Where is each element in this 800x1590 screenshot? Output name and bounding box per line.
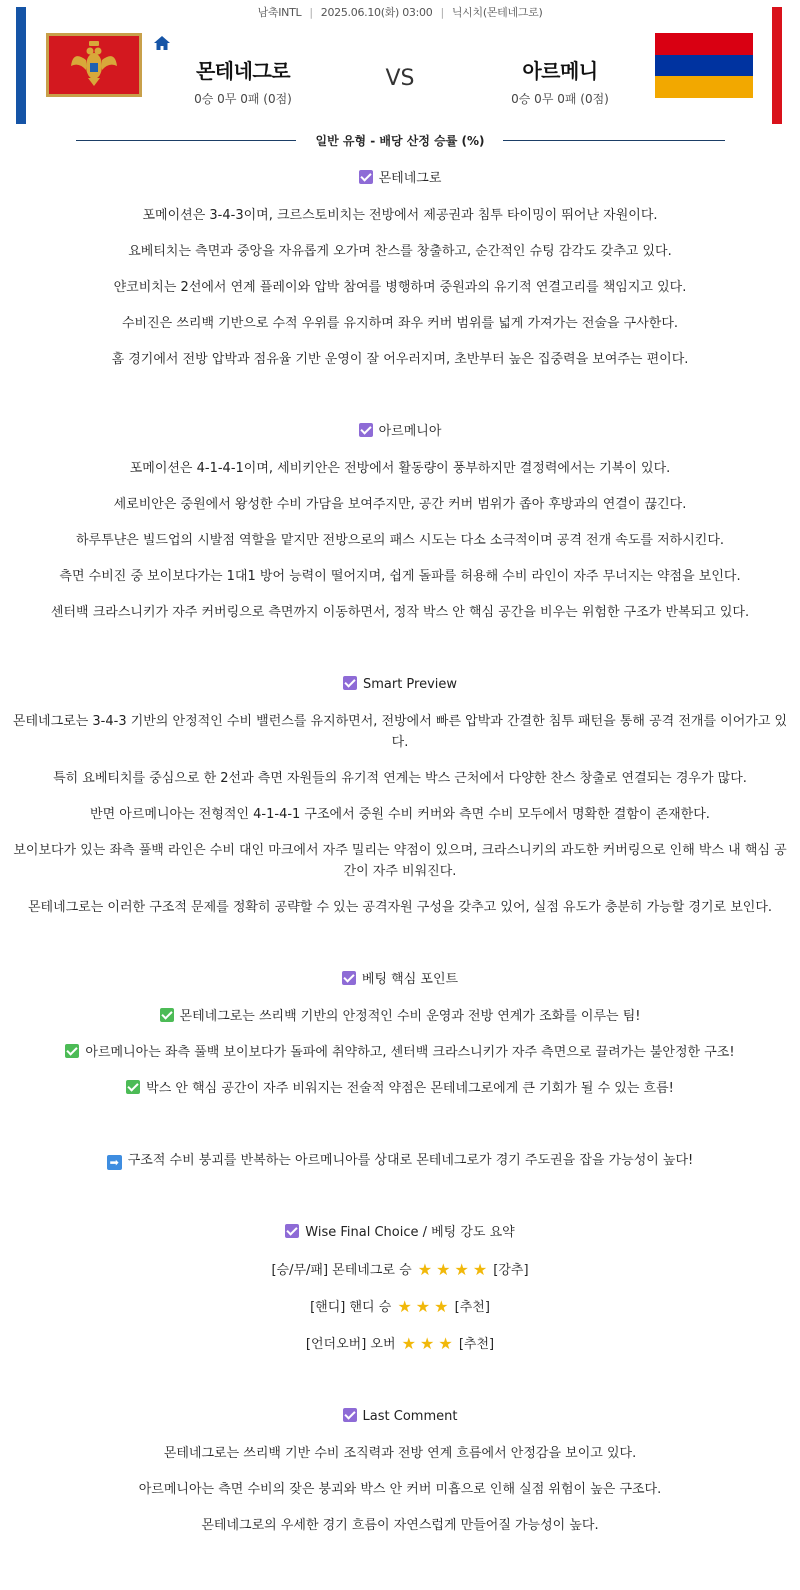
checkbox-icon <box>285 1224 299 1238</box>
pick-row <box>12 1296 788 1318</box>
comment-line: 아르메니아는 측면 수비의 잦은 붕괴와 박스 안 커버 미흡으로 인해 실점 위험이 높은 구조다. <box>138 1482 662 1497</box>
right-arrow-icon: ➡ <box>107 1155 122 1170</box>
section-key-points <box>0 969 800 1171</box>
analysis-line: 수비진은 쓰리백 기반으로 수적 우위를 유지하며 좌우 커버 범위를 넓게 가져가는 전술을 구사한다. <box>121 316 679 331</box>
section-title: 아르메니아 <box>0 421 800 443</box>
star-icon: ★ <box>434 1297 449 1316</box>
analysis-line: 얀코비치는 2선에서 연계 플레이와 압박 참여를 병행하며 중원과의 유기적 연결고리를 책임지고 있다. <box>113 280 687 295</box>
star-icon: ★ <box>397 1297 412 1316</box>
pick-row <box>12 1259 788 1281</box>
section-title: Last Comment <box>0 1406 800 1428</box>
analysis-content <box>0 168 800 1536</box>
pick-row <box>12 1333 788 1355</box>
checkbox-icon <box>343 1408 357 1422</box>
checkbox-icon <box>359 170 373 184</box>
star-icon: ★ <box>438 1334 453 1353</box>
away-team <box>460 55 660 107</box>
flag-stripe-red <box>655 33 753 55</box>
analysis-line: 세로비안은 중원에서 왕성한 수비 가담을 보여주지만, 공간 커버 범위가 좁아 후방과의 연결이 끊긴다. <box>113 497 687 512</box>
analysis-line: 요베티치는 측면과 중앙을 자유롭게 오가며 찬스를 창출하고, 순간적인 슈팅 감각도 갖추고 있다. <box>128 244 672 259</box>
armenia-flag-icon <box>655 33 753 98</box>
section-armenia <box>0 421 800 623</box>
home-team <box>143 55 343 107</box>
match-datetime: 2025.06.10(화) 03:00 <box>320 6 433 19</box>
match-meta: 남축INTL | 2025.06.10(화) 03:00 | 닉시치(몬테네그로) <box>257 6 543 19</box>
section-final-choice <box>0 1222 800 1355</box>
league-label: 남축INTL <box>257 6 302 19</box>
away-team-record: 0승 0무 0패 (0점) <box>511 92 609 106</box>
checkbox-icon <box>343 676 357 690</box>
key-conclusion: ➡ 구조적 수비 붕괴를 반복하는 아르메니아를 상대로 몬테네그로가 경기 주도권을 잡을 가능성이 높다! <box>12 1150 788 1171</box>
star-icon: ★ <box>472 1260 488 1279</box>
key-point: 몬테네그로는 쓰리백 기반의 안정적인 수비 운영과 전방 연계가 조화를 이루는 팀! <box>12 1006 788 1027</box>
home-accent-bar <box>16 7 26 124</box>
analysis-line: 홈 경기에서 전방 압박과 점유율 기반 운영이 잘 어우러지며, 초반부터 높은 집중력을 보여주는 편이다. <box>111 352 689 367</box>
star-icon: ★ <box>454 1260 469 1279</box>
away-accent-bar <box>772 7 782 124</box>
preview-line: 특히 요베티치를 중심으로 한 2선과 측면 자원들의 유기적 연계는 박스 근처에서 다양한 찬스 창출로 연결되는 경우가 많다. <box>53 771 747 786</box>
pick-tag: [추천] <box>458 1337 495 1352</box>
away-team-name: 아르메니 <box>522 59 598 83</box>
divider-right <box>503 140 725 141</box>
pick-tag: [강추] <box>493 1263 529 1278</box>
vs-label: VS <box>385 66 415 91</box>
pick-label: [승/무/패] 몬테네그로 승 <box>271 1263 412 1278</box>
star-icon: ★ <box>415 1297 431 1316</box>
pick-tag: [추천] <box>454 1300 490 1315</box>
flag-stripe-orange <box>655 76 753 98</box>
checkbox-icon <box>342 971 356 985</box>
analysis-line: 하루투냔은 빌드업의 시발점 역할을 맡지만 전방으로의 패스 시도는 다소 소극적이며 공격 전개 속도를 저하시킨다. <box>75 533 725 548</box>
green-check-icon <box>160 1008 174 1022</box>
analysis-line: 포메이션은 4-1-4-1이며, 세비키안은 전방에서 활동량이 풍부하지만 결정력에서는 기복이 있다. <box>129 461 671 476</box>
star-icon: ★ <box>417 1260 433 1279</box>
green-check-icon <box>65 1044 79 1058</box>
preview-line: 몬테네그로는 이러한 구조적 문제를 정확히 공략할 수 있는 공격자원 구성을 갖추고 있어, 실점 유도가 충분히 가능할 경기로 보인다. <box>27 900 773 915</box>
star-icon: ★ <box>420 1334 435 1353</box>
flag-stripe-blue <box>655 55 753 77</box>
section-title: Smart Preview <box>0 674 800 696</box>
section-title: 몬테네그로 <box>0 168 800 190</box>
section-smart-preview <box>0 674 800 918</box>
analysis-line: 포메이션은 3-4-3이며, 크르스토비치는 전방에서 제공권과 침투 타이밍이 뛰어난 자원이다. <box>142 208 658 223</box>
preview-line: 반면 아르메니아는 전형적인 4-1-4-1 구조에서 중원 수비 커버와 측면 수비 모두에서 명확한 결함이 존재한다. <box>90 807 710 822</box>
key-point: 박스 안 핵심 공간이 자주 비워지는 전술적 약점은 몬테네그로에게 큰 기회가 될 수 있는 흐름! <box>12 1078 788 1099</box>
star-icon: ★ <box>436 1260 451 1279</box>
star-rating <box>400 1334 455 1353</box>
home-team-name: 몬테네그로 <box>195 59 291 83</box>
section-montenegro <box>0 168 800 370</box>
section-title: Wise Final Choice / 베팅 강도 요약 <box>0 1222 800 1244</box>
pick-label: [언더오버] 오버 <box>305 1337 396 1352</box>
section-title: 베팅 핵심 포인트 <box>0 969 800 991</box>
section-last-comment <box>0 1406 800 1536</box>
comment-line: 몬테네그로의 우세한 경기 흐름이 자연스럽게 만들어질 가능성이 높다. <box>201 1518 599 1533</box>
preview-line: 보이보다가 있는 좌측 풀백 라인은 수비 대인 마크에서 자주 밀리는 약점이 있으며, 크라스니키의 과도한 커버링으로 인해 박스 내 핵심 공간이 자주 비워진다. <box>13 843 787 879</box>
montenegro-flag-icon <box>46 33 142 97</box>
green-check-icon <box>126 1080 140 1094</box>
analysis-line: 센터백 크라스니키가 자주 커버링으로 측면까지 이동하면서, 정작 박스 안 핵심 공간을 비우는 위험한 구조가 반복되고 있다. <box>50 605 750 620</box>
home-icon <box>153 34 171 52</box>
comment-line: 몬테네그로는 쓰리백 기반 수비 조직력과 전방 연계 흐름에서 안정감을 보이고 있다. <box>163 1446 637 1461</box>
match-header <box>0 0 800 148</box>
preview-line: 몬테네그로는 3-4-3 기반의 안정적인 수비 밸런스를 유지하면서, 전방에서 빠른 압박과 간결한 침투 패턴을 통해 공격 전개를 이어가고 있다. <box>12 714 788 750</box>
pick-label: [핸디] 핸디 승 <box>310 1300 392 1315</box>
star-rating <box>416 1260 489 1279</box>
venue-label: 닉시치(몬테네그로) <box>451 6 543 19</box>
star-icon: ★ <box>401 1334 416 1353</box>
type-title: 일반 유형 - 배당 산정 승률 (%) <box>315 134 485 148</box>
home-team-record: 0승 0무 0패 (0점) <box>194 92 292 106</box>
checkbox-icon <box>359 423 373 437</box>
key-point: 아르메니아는 좌측 풀백 보이보다가 돌파에 취약하고, 센터백 크라스니키가 자주 측면으로 끌려가는 불안정한 구조! <box>12 1042 788 1063</box>
analysis-line: 측면 수비진 중 보이보다가는 1대1 방어 능력이 떨어지며, 쉽게 돌파를 허용해 수비 라인이 자주 무너지는 약점을 보인다. <box>59 569 741 584</box>
star-rating <box>395 1297 450 1316</box>
